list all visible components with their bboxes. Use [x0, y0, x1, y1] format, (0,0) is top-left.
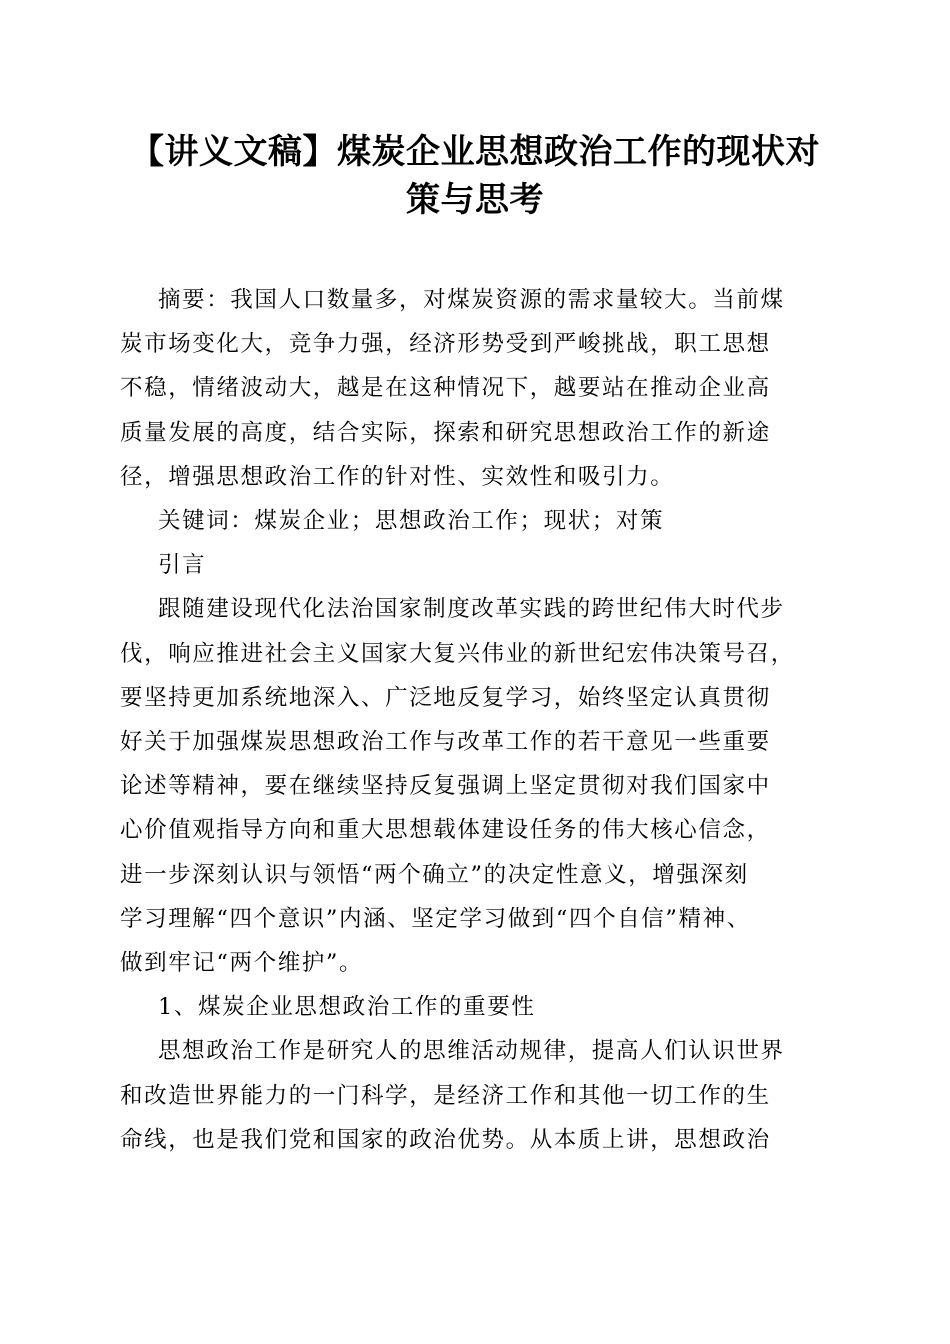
abstract-line: 炭市场变化大，竞争力强，经济形势受到严峻挑战，职工思想: [120, 331, 771, 358]
section1-line: 和改造世界能力的一门科学，是经济工作和其他一切工作的生: [120, 1082, 771, 1109]
section1-paragraph: [120, 1029, 840, 1162]
abstract-line: 径，增强思想政治工作的针对性、实效性和吸引力。: [120, 463, 675, 490]
intro-line: 学习理解“四个意识”内涵、坚定学习做到“四个自信”精神、: [120, 905, 751, 932]
intro-line: 做到牢记“两个维护”。: [120, 950, 364, 977]
title-line: 策与思考: [406, 180, 544, 220]
section1-heading-text: 1、煤炭企业思想政治工作的重要性: [158, 994, 536, 1021]
intro-line: 跟随建设现代化法治国家制度改革实践的跨世纪伟大时代步: [158, 596, 785, 623]
title-line: 【讲义文稿】煤炭企业思想政治工作的现状对: [130, 132, 820, 172]
intro-heading-text: 引言: [158, 552, 207, 579]
section1-line: 命线，也是我们党和国家的政治优势。从本质上讲，思想政治: [120, 1126, 771, 1153]
keywords-line: 关键词：煤炭企业；思想政治工作；现状；对策: [158, 508, 665, 535]
intro-line: 要坚持更加系统地深入、广泛地反复学习，始终坚定认真贯彻: [120, 684, 771, 711]
intro-line: 心价值观指导方向和重大思想载体建设任务的伟大核心信念，: [120, 817, 771, 844]
intro-line: 好关于加强煤炭思想政治工作与改革工作的若干意见一些重要: [120, 729, 771, 756]
document-body: [120, 278, 840, 1162]
intro-paragraph: [120, 587, 840, 985]
intro-line: 进一步深刻认识与领悟“两个确立”的决定性意义，增强深刻: [120, 861, 749, 888]
keywords-paragraph: [120, 499, 840, 543]
intro-line: 论述等精神，要在继续坚持反复强调上坚定贯彻对我们国家中: [120, 773, 771, 800]
intro-heading: [120, 543, 840, 587]
abstract-line: 质量发展的高度，结合实际，探索和研究思想政治工作的新途: [120, 419, 771, 446]
section1-line: 思想政治工作是研究人的思维活动规律，提高人们认识世界: [158, 1038, 785, 1065]
document-title: [100, 128, 850, 224]
intro-line: 伐，响应推进社会主义国家大复兴伟业的新世纪宏伟决策号召，: [120, 640, 795, 667]
abstract-paragraph: [120, 278, 840, 499]
abstract-line: 不稳，情绪波动大，越是在这种情况下，越要站在推动企业高: [120, 375, 771, 402]
section1-heading: [120, 985, 840, 1029]
abstract-line: 摘要：我国人口数量多，对煤炭资源的需求量较大。当前煤: [158, 287, 785, 313]
